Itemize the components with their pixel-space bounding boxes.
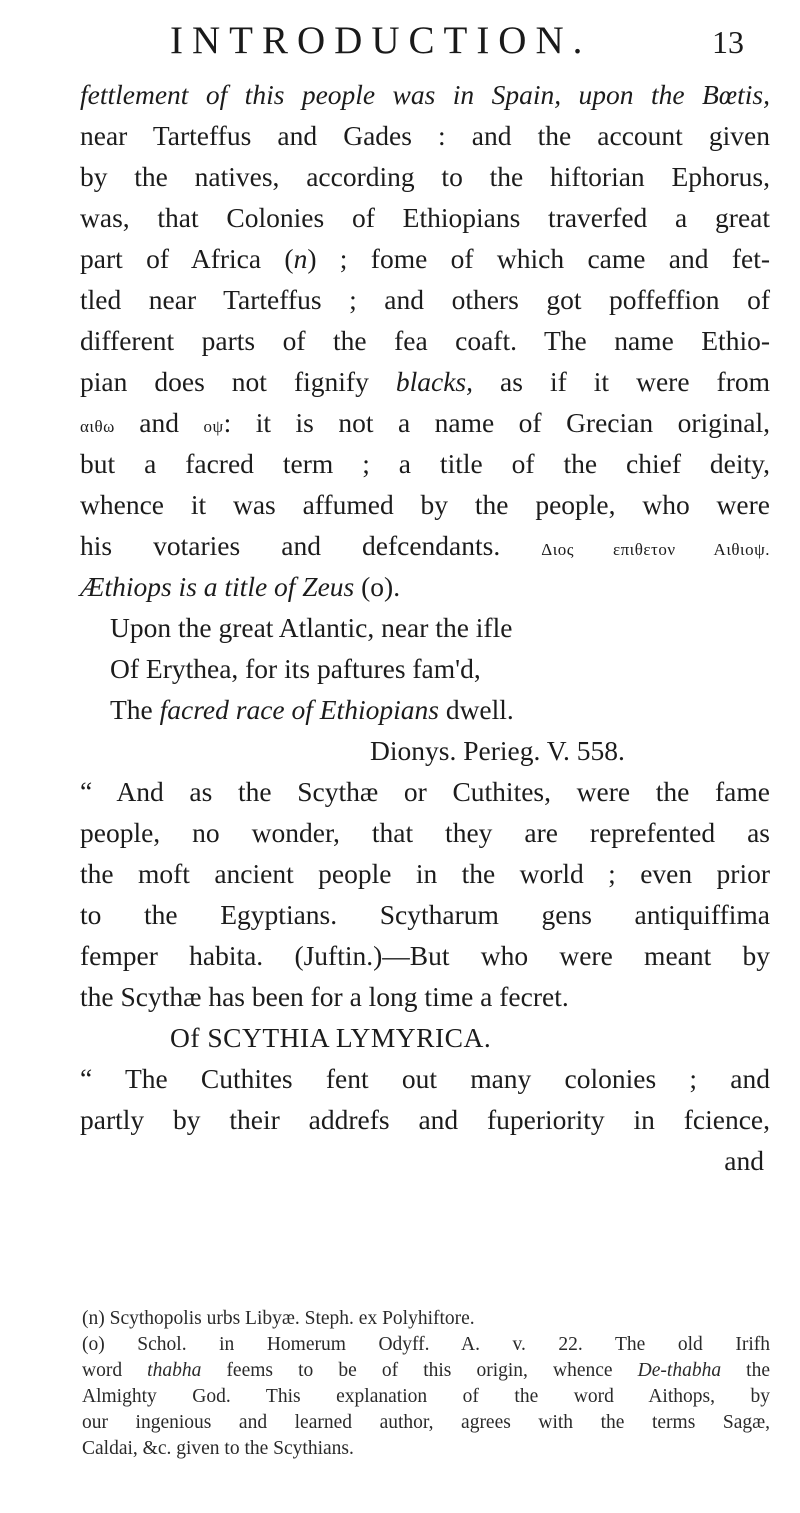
greek-word: αιθω — [80, 417, 115, 436]
italic-segment: blacks, — [395, 366, 473, 397]
text-segment: dwell. — [438, 694, 514, 725]
text-line: different parts of the fea coaft. The name Ethio- — [80, 325, 770, 356]
footnote-line — [82, 1358, 770, 1384]
text-line: partly by their addrefs and fuperiority in fcience, — [80, 1104, 770, 1135]
text-line: but a facred term ; a title of the chief deity, — [80, 448, 770, 479]
text-segment: pian does not fignify — [80, 366, 396, 397]
footnote-line: our ingenious and learned author, agrees with the terms Sagæ, — [82, 1412, 770, 1433]
text-line — [80, 238, 770, 279]
quote-line: the Scythæ has been for a long time a fecret. — [80, 981, 569, 1012]
italic-segment: De-thabha — [637, 1360, 722, 1381]
text-segment: the — [721, 1360, 770, 1381]
greek-word: οψ — [203, 417, 224, 436]
verse-line: Upon the great Atlantic, near the ifle — [110, 612, 513, 643]
verse-line: Of Erythea, for its paftures fam'd, — [110, 653, 481, 684]
section-heading: Of SCYTHIA LYMYRICA. — [170, 1022, 492, 1053]
text-segment: as if it were from — [473, 366, 771, 397]
footnotes — [82, 1306, 770, 1462]
text-line: near Tarteffus and Gades : and the account given — [80, 120, 770, 151]
text-line — [80, 525, 770, 566]
quote-line: people, no wonder, that they are reprefented as — [80, 817, 770, 848]
text-line — [80, 402, 770, 443]
text-segment: The — [110, 694, 160, 725]
page-header — [0, 18, 800, 68]
quote-line: to the Egyptians. Scytharum gens antiquiffima — [80, 899, 770, 930]
footnote-ref-n: n — [293, 243, 308, 274]
text-line: fettlement of this people was in Spain, upon the Bœtis, — [80, 79, 770, 110]
text-segment: word — [82, 1360, 148, 1381]
catchword: and — [724, 1145, 764, 1176]
footnote-n: (n) Scythopolis urbs Libyæ. Steph. ex Polyhiftore. — [82, 1308, 475, 1329]
footnote-o: (o) Schol. in Homerum Odyff. A. v. 22. The old Irifh — [82, 1334, 770, 1355]
italic-segment: thabha — [147, 1360, 202, 1381]
italic-segment: facred race of Ethiopians — [159, 694, 439, 725]
main-text — [80, 74, 770, 1181]
page-number: 13 — [712, 24, 744, 60]
italic-segment: Æthiops is a title of Zeus — [80, 571, 355, 602]
footnote-line: Almighty God. This explanation of the word Aithops, by — [82, 1386, 770, 1407]
verse-line — [80, 689, 770, 730]
text-line: by the natives, according to the hiftorian Ephorus, — [80, 161, 770, 192]
text-segment: : it is not a name of Grecian original, — [223, 407, 770, 438]
greek-phrase: Διος επιθετον Αιθιοψ. — [541, 540, 770, 559]
footnote-line: Caldai, &c. given to the Scythians. — [82, 1438, 354, 1459]
text-segment: (o). — [354, 571, 401, 602]
text-segment: ) ; fome of which came and fet- — [307, 243, 770, 274]
text-segment: his votaries and defcendants. — [80, 530, 542, 561]
text-line: whence it was affumed by the people, who were — [80, 489, 770, 520]
text-segment: feems to be of this origin, whence — [201, 1360, 638, 1381]
quote-line: “ And as the Scythæ or Cuthites, were the fame — [80, 776, 770, 807]
text-line: “ The Cuthites fent out many colonies ; and — [80, 1063, 770, 1094]
text-segment: and — [114, 407, 204, 438]
text-line: was, that Colonies of Ethiopians traverfed a great — [80, 202, 770, 233]
text-segment: part of Africa ( — [80, 243, 294, 274]
text-line: tled near Tarteffus ; and others got poffeffion of — [80, 284, 770, 315]
verse-attribution: Dionys. Perieg. V. 558. — [370, 735, 625, 766]
quote-line: the moft ancient people in the world ; even prior — [80, 858, 770, 889]
running-head: INTRODUCTION. — [170, 19, 592, 62]
text-line — [80, 361, 770, 402]
quote-line: femper habita. (Juftin.)—But who were meant by — [80, 940, 770, 971]
text-line — [80, 566, 770, 607]
